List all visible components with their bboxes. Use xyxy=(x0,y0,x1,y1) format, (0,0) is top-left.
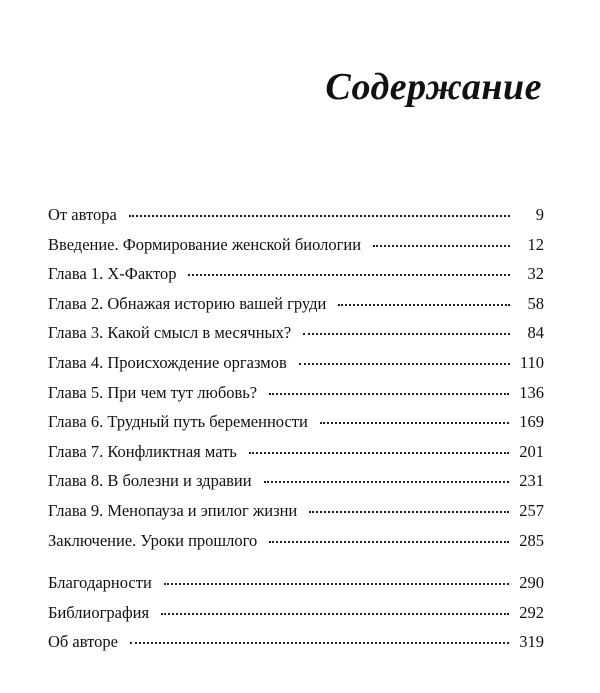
toc-entry-from-author[interactable] xyxy=(48,200,544,230)
toc-entry-page: 290 xyxy=(519,573,544,592)
toc-entry-page: 231 xyxy=(519,471,544,491)
toc-entry-label: Глава 5. При чем тут любовь? xyxy=(48,382,258,402)
toc-entry-page: 257 xyxy=(519,500,544,520)
toc-entry-page: 285 xyxy=(519,530,544,550)
dot-leader xyxy=(373,244,510,247)
dot-leader xyxy=(161,612,509,615)
toc-entry-label: Об авторе xyxy=(48,632,118,652)
toc-entry-page: 292 xyxy=(519,602,544,622)
toc-entry-label: Глава 3. Какой смысл в месячных? xyxy=(48,323,292,343)
toc-entry-label: Глава 6. Трудный путь беременности xyxy=(48,412,308,432)
toc-entry-label: Глава 2. Обнажая историю вашей груди xyxy=(48,293,327,313)
toc-entry-label: Благодарности xyxy=(48,573,152,592)
back-matter-list xyxy=(48,568,544,657)
table-of-contents xyxy=(48,200,544,555)
dot-leader xyxy=(309,510,509,513)
toc-entry-label: Заключение. Уроки прошлого xyxy=(48,530,258,550)
toc-entry-page: 201 xyxy=(519,441,544,461)
toc-entry-label: Библиография xyxy=(48,602,150,622)
toc-entry-page: 169 xyxy=(519,412,544,432)
dot-leader xyxy=(164,582,509,585)
dot-leader xyxy=(269,392,509,395)
toc-entry-label: Глава 4. Происхождение оргазмов xyxy=(48,352,287,372)
dot-leader xyxy=(249,451,509,454)
toc-entry-chapter-9[interactable] xyxy=(48,496,544,526)
toc-entry-label: От автора xyxy=(48,205,117,224)
toc-entry-label: Глава 7. Конфликтная мать xyxy=(48,441,237,461)
toc-entry-chapter-2[interactable] xyxy=(48,289,544,319)
toc-entry-page: 58 xyxy=(527,293,544,313)
page-title: Содержание xyxy=(325,66,542,108)
toc-entry-page: 84 xyxy=(527,323,544,343)
toc-entry-page: 319 xyxy=(519,632,544,652)
dot-leader xyxy=(130,641,509,644)
dot-leader xyxy=(129,214,510,217)
toc-entry-label: Глава 9. Менопауза и эпилог жизни xyxy=(48,500,298,520)
toc-entry-chapter-6[interactable] xyxy=(48,407,544,437)
toc-entry-chapter-5[interactable] xyxy=(48,378,544,408)
toc-entry-introduction[interactable] xyxy=(48,230,544,260)
toc-entry-chapter-1[interactable] xyxy=(48,259,544,289)
dot-leader xyxy=(338,303,510,306)
toc-entry-label: Глава 8. В болезни и здравии xyxy=(48,471,252,491)
toc-entry-chapter-7[interactable] xyxy=(48,437,544,467)
toc-entry-page: 12 xyxy=(527,234,544,254)
dot-leader xyxy=(188,273,510,276)
toc-entry-acknowledgements[interactable] xyxy=(48,568,544,598)
toc-entry-page: 110 xyxy=(519,352,544,372)
toc-entry-about-author[interactable] xyxy=(48,627,544,657)
toc-entry-page: 136 xyxy=(519,382,544,402)
toc-entry-conclusion[interactable] xyxy=(48,526,544,556)
toc-entry-bibliography[interactable] xyxy=(48,598,544,628)
dot-leader xyxy=(303,332,510,335)
toc-entry-page: 32 xyxy=(527,264,544,284)
dot-leader xyxy=(299,362,510,365)
dot-leader xyxy=(269,540,509,543)
toc-entry-chapter-4[interactable] xyxy=(48,348,544,378)
dot-leader xyxy=(320,421,509,424)
toc-entry-chapter-3[interactable] xyxy=(48,318,544,348)
toc-entry-chapter-8[interactable] xyxy=(48,466,544,496)
toc-entry-label: Глава 1. Х-Фактор xyxy=(48,264,177,284)
toc-entry-label: Введение. Формирование женской биологии xyxy=(48,234,362,254)
toc-entry-page: 9 xyxy=(535,205,544,224)
dot-leader xyxy=(264,480,510,483)
